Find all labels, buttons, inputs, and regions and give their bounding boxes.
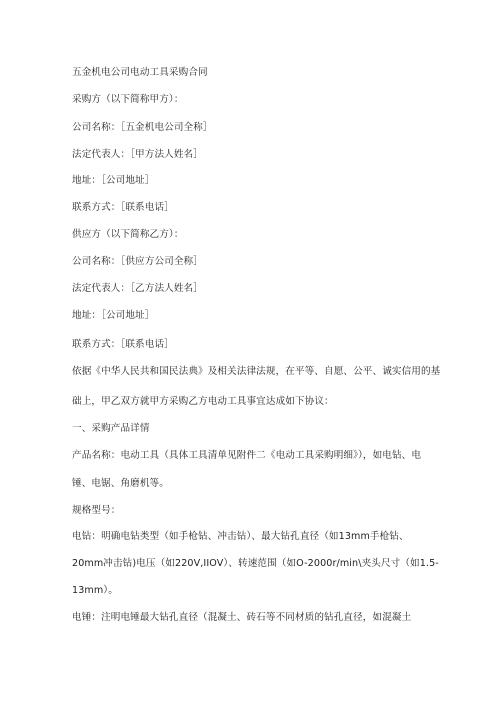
buyer-heading: 采购方（以下简称甲方）： [72, 94, 184, 105]
supplier-address: 地址：［公司地址］ [72, 310, 155, 321]
drill-spec-line: 电钻：明确电钻类型（如手枪钻、冲击钻）、最大钻孔直径（如13mm手枪钻、 [72, 531, 409, 542]
drill-spec-line: 20mm冲击钻)电压（如220V,IIOV）、转速范围（如O-2000r/min\夹头尺寸（如1.5- [72, 558, 439, 569]
drill-spec-line: 13mm）。 [72, 585, 118, 596]
product-line: 产品名称：电动工具（具体工具清单见附件二《电动工具采购明细》），如电钻、电 [72, 450, 422, 461]
document-title: 五金机电公司电动工具采购合同 [72, 67, 208, 78]
buyer-company: 公司名称：［五金机电公司全称］ [72, 122, 213, 133]
buyer-address: 地址：［公司地址］ [72, 175, 155, 186]
buyer-contact: 联系方式：［联系电话］ [72, 202, 174, 213]
section-heading: 一、采购产品详情 [72, 423, 150, 434]
hammer-spec-line: 电锤：注明电锤最大钻孔直径（混凝土、砖石等不同材质的钻孔直径，如混凝土 [72, 612, 412, 623]
supplier-contact: 联系方式：［联系电话］ [72, 339, 174, 350]
intro-line: 础上，甲乙双方就甲方采购乙方电动工具事宜达成如下协议： [72, 396, 334, 407]
supplier-heading: 供应方（以下简称乙方）： [72, 229, 184, 240]
intro-line: 依据《中华人民共和国民法典》及相关法律法规，在平等、自愿、公平、诚实信用的基 [72, 366, 441, 377]
spec-heading: 规格型号： [72, 505, 121, 516]
supplier-representative: 法定代表人：［乙方法人姓名］ [72, 283, 203, 294]
supplier-company: 公司名称：［供应方公司全称］ [72, 256, 203, 267]
buyer-representative: 法定代表人：［甲方法人姓名］ [72, 149, 203, 160]
product-line: 锤、电锯、角磨机等。 [72, 478, 169, 489]
